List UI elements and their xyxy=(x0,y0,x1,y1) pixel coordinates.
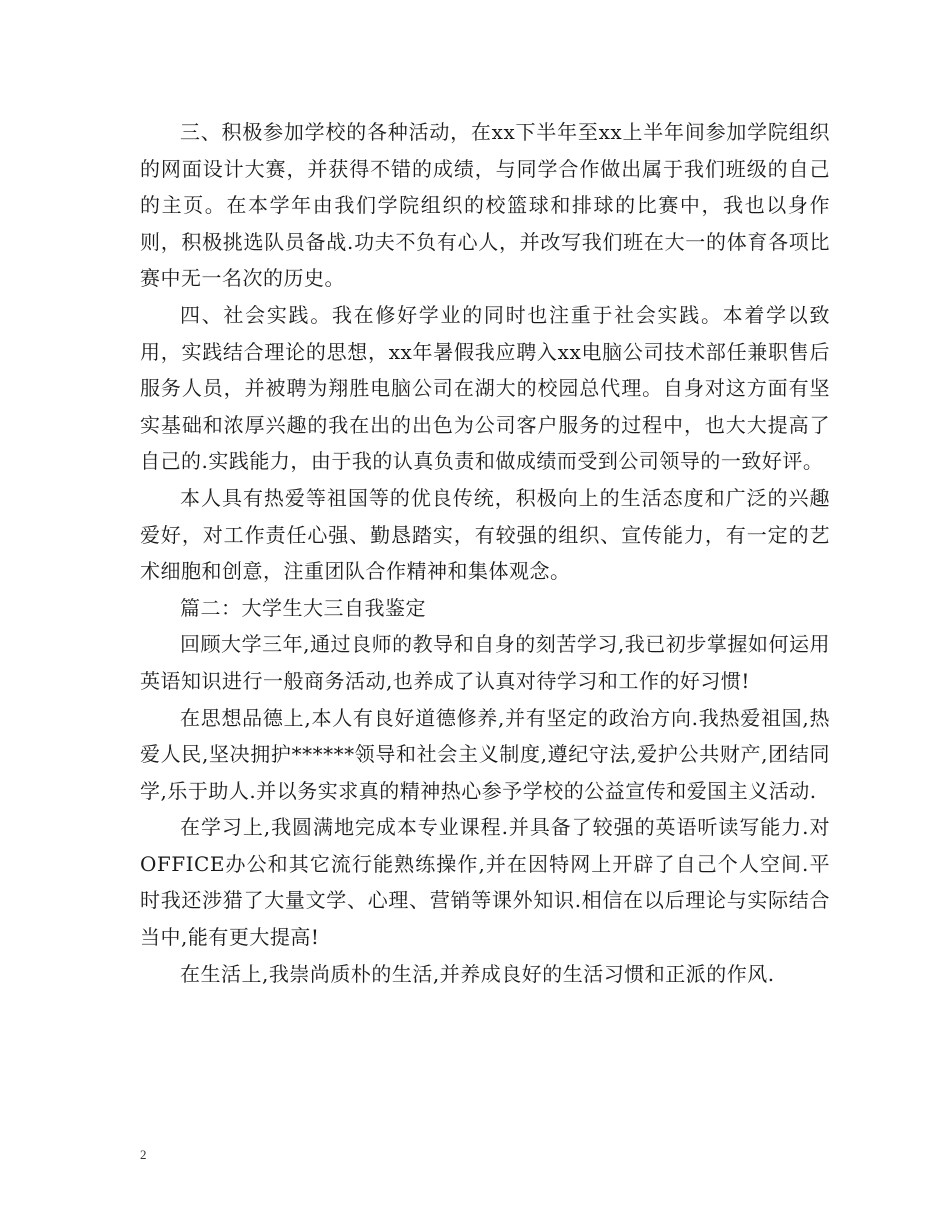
paragraph-life: 在生活上,我崇尚质朴的生活,并养成良好的生活习惯和正派的作风. xyxy=(180,961,775,986)
paragraph-social-practice: 四、社会实践。我在修好学业的同时也注重于社会实践。本着学以致用，实践结合理论的思想，xx年暑假我应聘入xx电脑公司技术部任兼职售后服务人员，并被聘为翔胜电脑公司在湖大的校园总代理。自身对这方面有坚实基础和浓厚兴趣的我在出的出色为公司客户服务的过程中，也大大提高了自己的.实践能力，由于我的认真负责和做成绩而受到公司领导的一致好评。 xyxy=(140,302,830,474)
section-heading: 篇二：大学生大三自我鉴定 xyxy=(180,595,426,620)
paragraph-review: 回顾大学三年,通过良师的教导和自身的刻苦学习,我已初步掌握如何运用英语知识进行一般商务活动,也养成了认真对待学习和工作的好习惯! xyxy=(140,632,830,693)
paragraph-personal-qualities: 本人具有热爱等祖国等的优良传统，积极向上的生活态度和广泛的兴趣爱好，对工作责任心强、勤恳踏实，有较强的组织、宣传能力，有一定的艺术细胞和创意，注重团队合作精神和集体观念。 xyxy=(140,485,830,584)
paragraph-study: 在学习上,我圆满地完成本专业课程.并具备了较强的英语听读写能力.对OFFICE办公和其它流行能熟练操作,并在因特网上开辟了自己个人空间.平时我还涉猎了大量文学、心理、营销等课外知识.相信在以后理论与实际结合当中,能有更大提高! xyxy=(140,815,830,950)
paragraph-activities: 三、积极参加学校的各种活动，在xx下半年至xx上半年间参加学院组织的网面设计大赛，并获得不错的成绩，与同学合作做出属于我们班级的自己的主页。在本学年由我们学院组织的校篮球和排球的比赛中，我也以身作则，积极挑选队员备战.功夫不负有心人，并改写我们班在大一的体育各项比赛中无一名次的历史。 xyxy=(140,120,830,291)
page-number: 2 xyxy=(140,1147,147,1162)
paragraph-ideology: 在思想品德上,本人有良好道德修养,并有坚定的政治方向.我热爱祖国,热爱人民,坚决拥护******领导和社会主义制度,遵纪守法,爱护公共财产,团结同学,乐于助人.并以务实求真的精神热心参予学校的公益宣传和爱国主义活动. xyxy=(140,705,830,803)
document-body xyxy=(140,114,830,992)
